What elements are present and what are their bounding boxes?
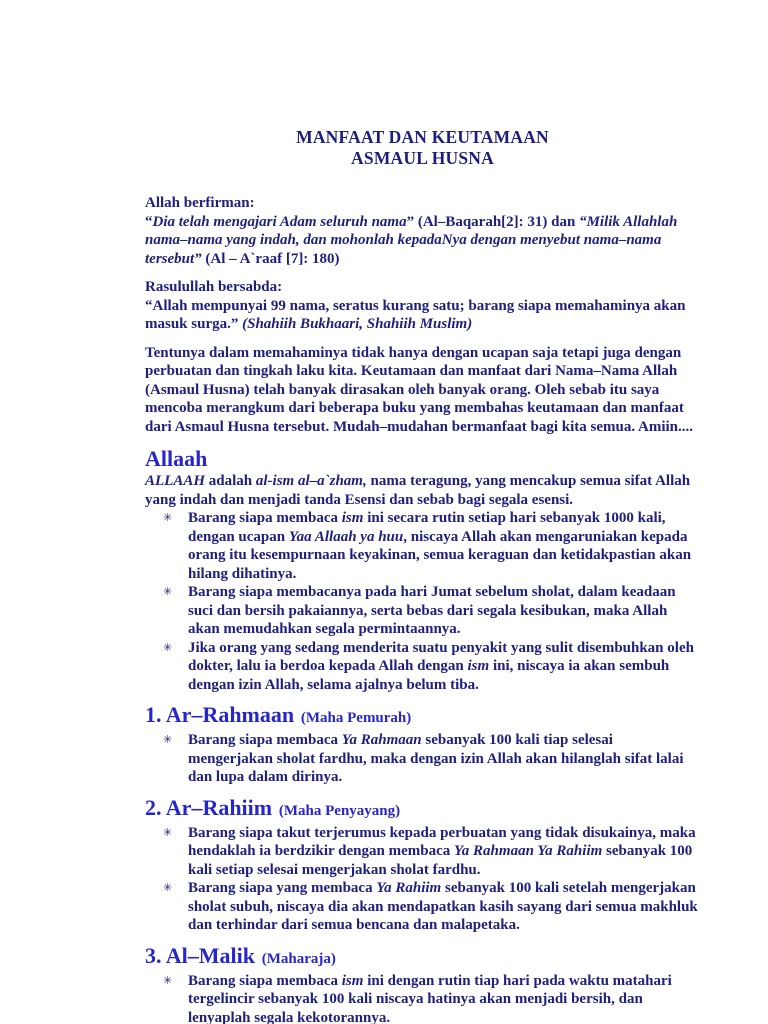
list-item-text — [188, 510, 691, 582]
text-run: (Al – A`raaf [7]: 180) — [201, 250, 340, 267]
italic-run: “Milik Allahlah nama–nama yang indah, dan mohonlah kepadaNya dengan menyebut nama–nama tersebut” — [145, 213, 678, 267]
list-item-text — [188, 732, 684, 785]
text-run: ” (Al–Baqarah[2]: 31) dan — [406, 213, 580, 230]
text-run: sebanyak 100 kali setiap selesai mengerjakan sholat fardhu. — [188, 843, 693, 878]
list-item — [145, 972, 700, 1024]
list-item — [145, 824, 700, 880]
italic-run: Ya Rahmaan Ya Rahiim — [454, 843, 603, 859]
list-item-text — [188, 584, 676, 637]
section-heading-name: Allaah — [145, 446, 208, 471]
text-run: ini dengan rutin tiap hari pada waktu matahari tergelincir sebanyak 100 kali niscaya hatinya akan menjadi bersih, dan lenyaplah segala kekotorannya. — [188, 972, 672, 1024]
text-run: “ — [145, 213, 153, 230]
section — [145, 702, 700, 787]
italic-run: ALLAAH — [145, 473, 206, 489]
flower-bullet-icon: ✳ — [163, 585, 173, 598]
section-heading — [145, 943, 700, 972]
flower-bullet-icon: ✳ — [163, 973, 173, 987]
section-heading-name: 1. Ar–Rahmaan — [145, 702, 295, 727]
text-run: Barang siapa membaca — [188, 972, 342, 989]
text-run: sebanyak 100 kali setelah mengerjakan sholat subuh, niscaya dia akan mendapatkan kasih sayang dari semua makhluk dan terhindar dari semua bencana dan malapetaka. — [188, 880, 698, 933]
text-run: adalah — [205, 473, 256, 489]
paragraph-label: Rasulullah bersabda: — [145, 279, 283, 295]
text-run: Barang siapa membaca — [188, 510, 342, 526]
bullet-list — [145, 731, 700, 787]
section — [145, 446, 700, 694]
italic-run: Ya Rahmaan — [341, 732, 422, 748]
section-heading — [145, 795, 700, 824]
list-item-text — [188, 825, 696, 878]
doc-title-line-2: ASMAUL HUSNA — [351, 148, 494, 168]
list-item — [145, 583, 700, 639]
italic-run: ism — [341, 972, 364, 989]
text-run: Barang siapa membacanya pada hari Jumat sebelum sholat, dalam keadaan suci dan bersih pakaiannya, serta bebas dari segala kesibukan, maka Allah akan memudahkan segala permintaannya. — [188, 584, 676, 637]
bullet-list — [145, 824, 700, 935]
section-heading-name: 3. Al–Malik — [145, 942, 256, 968]
text-run: Barang siapa yang membaca — [188, 880, 377, 896]
paragraph-text — [145, 213, 700, 269]
italic-run: Ya Rahiim — [376, 880, 442, 896]
section — [145, 943, 700, 1024]
list-item — [145, 639, 700, 695]
italic-run: Dia telah mengajari Adam seluruh nama — [152, 213, 407, 230]
section — [145, 795, 700, 935]
text-run: ini secara rutin setiap hari sebanyak 1000 kali, dengan ucapan — [188, 510, 666, 545]
section-heading-name: 2. Ar–Rahiim — [145, 794, 273, 820]
doc-title — [145, 127, 700, 169]
section-heading-subtitle: (Maharaja) — [258, 950, 336, 967]
section-lead — [145, 472, 700, 509]
paragraph-text — [145, 344, 700, 437]
paragraph-label: Allah berfirman: — [145, 195, 255, 211]
italic-run: al-ism al–a`zham, — [255, 473, 367, 489]
flower-bullet-icon: ✳ — [163, 825, 173, 839]
paragraph-text — [145, 297, 700, 334]
text-run: Tentunya dalam memahaminya tidak hanya dengan ucapan saja tetapi juga dengan perbuatan dan tingkah laku kita. Keutamaan dan manfaat dari Nama–Nama Allah (Asmaul Husna) telah banyak dirasakan oleh banyak orang. Oleh sebab itu saya mencoba merangkum dari beberapa buku yang membahas keutamaan dan manfaat dari Asmaul Husna tersebut. Mudah–mudahan bermanfaat bagi kita semua. Amiin.... — [145, 344, 693, 435]
flower-bullet-icon: ✳ — [163, 640, 173, 654]
intro-paragraph — [145, 344, 700, 437]
sections-container — [145, 446, 700, 1024]
text-run: sebanyak 100 kali tiap selesai mengerjakan sholat fardhu, maka dengan izin Allah akan hilanglah sifat lalai dan lupa dalam dirinya. — [188, 732, 684, 785]
list-item — [145, 879, 700, 935]
section-heading-subtitle: (Maha Penyayang) — [275, 802, 401, 819]
bullet-list — [145, 509, 700, 694]
italic-run: (Shahiih Bukhaari, Shahiih Muslim) — [242, 316, 473, 332]
flower-bullet-icon: ✳ — [163, 511, 173, 524]
list-item — [145, 509, 700, 583]
text-run: , niscaya Allah akan mengaruniakan kepada orang itu kesempurnaan keyakinan, semua keraguan dan ketidakpastian akan hilang dihatinya. — [188, 528, 692, 582]
list-item-text — [188, 880, 698, 933]
italic-run: Yaa Allaah ya huu — [288, 528, 404, 545]
text-run: “Allah mempunyai 99 nama, seratus kurang satu; barang siapa memahaminya akan masuk surga.” — [145, 297, 686, 332]
list-item — [145, 731, 700, 787]
text-run: Barang siapa takut terjerumus kepada perbuatan yang tidak disukainya, maka hendaklah ia berdzikir dengan membaca — [188, 824, 696, 859]
text-run: Barang siapa membaca — [188, 732, 342, 748]
flower-bullet-icon: ✳ — [163, 881, 173, 894]
intro-paragraphs — [145, 194, 700, 436]
list-item-text — [188, 640, 694, 693]
flower-bullet-icon: ✳ — [163, 733, 173, 746]
text-run: Jika orang yang sedang menderita suatu penyakit yang sulit disembuhkan oleh dokter, lalu ia berdoa kepada Allah dengan — [188, 639, 694, 674]
section-heading — [145, 702, 700, 731]
italic-run: ism — [467, 658, 490, 674]
section-heading-subtitle: (Maha Pemurah) — [297, 710, 412, 726]
bullet-list — [145, 972, 700, 1024]
intro-paragraph — [145, 194, 700, 268]
section-heading — [145, 446, 700, 472]
text-run: ini, niscaya ia akan sembuh dengan izin Allah, selama ajalnya belum tiba. — [188, 658, 670, 693]
intro-paragraph — [145, 278, 700, 334]
doc-title-line-1: MANFAAT DAN KEUTAMAAN — [296, 127, 549, 147]
text-run: nama teragung, yang mencakup semua sifat Allah yang indah dan menjadi tanda Esensi dan sebab bagi segala esensi. — [145, 473, 691, 508]
italic-run: ism — [341, 510, 364, 526]
list-item-text — [188, 973, 672, 1024]
